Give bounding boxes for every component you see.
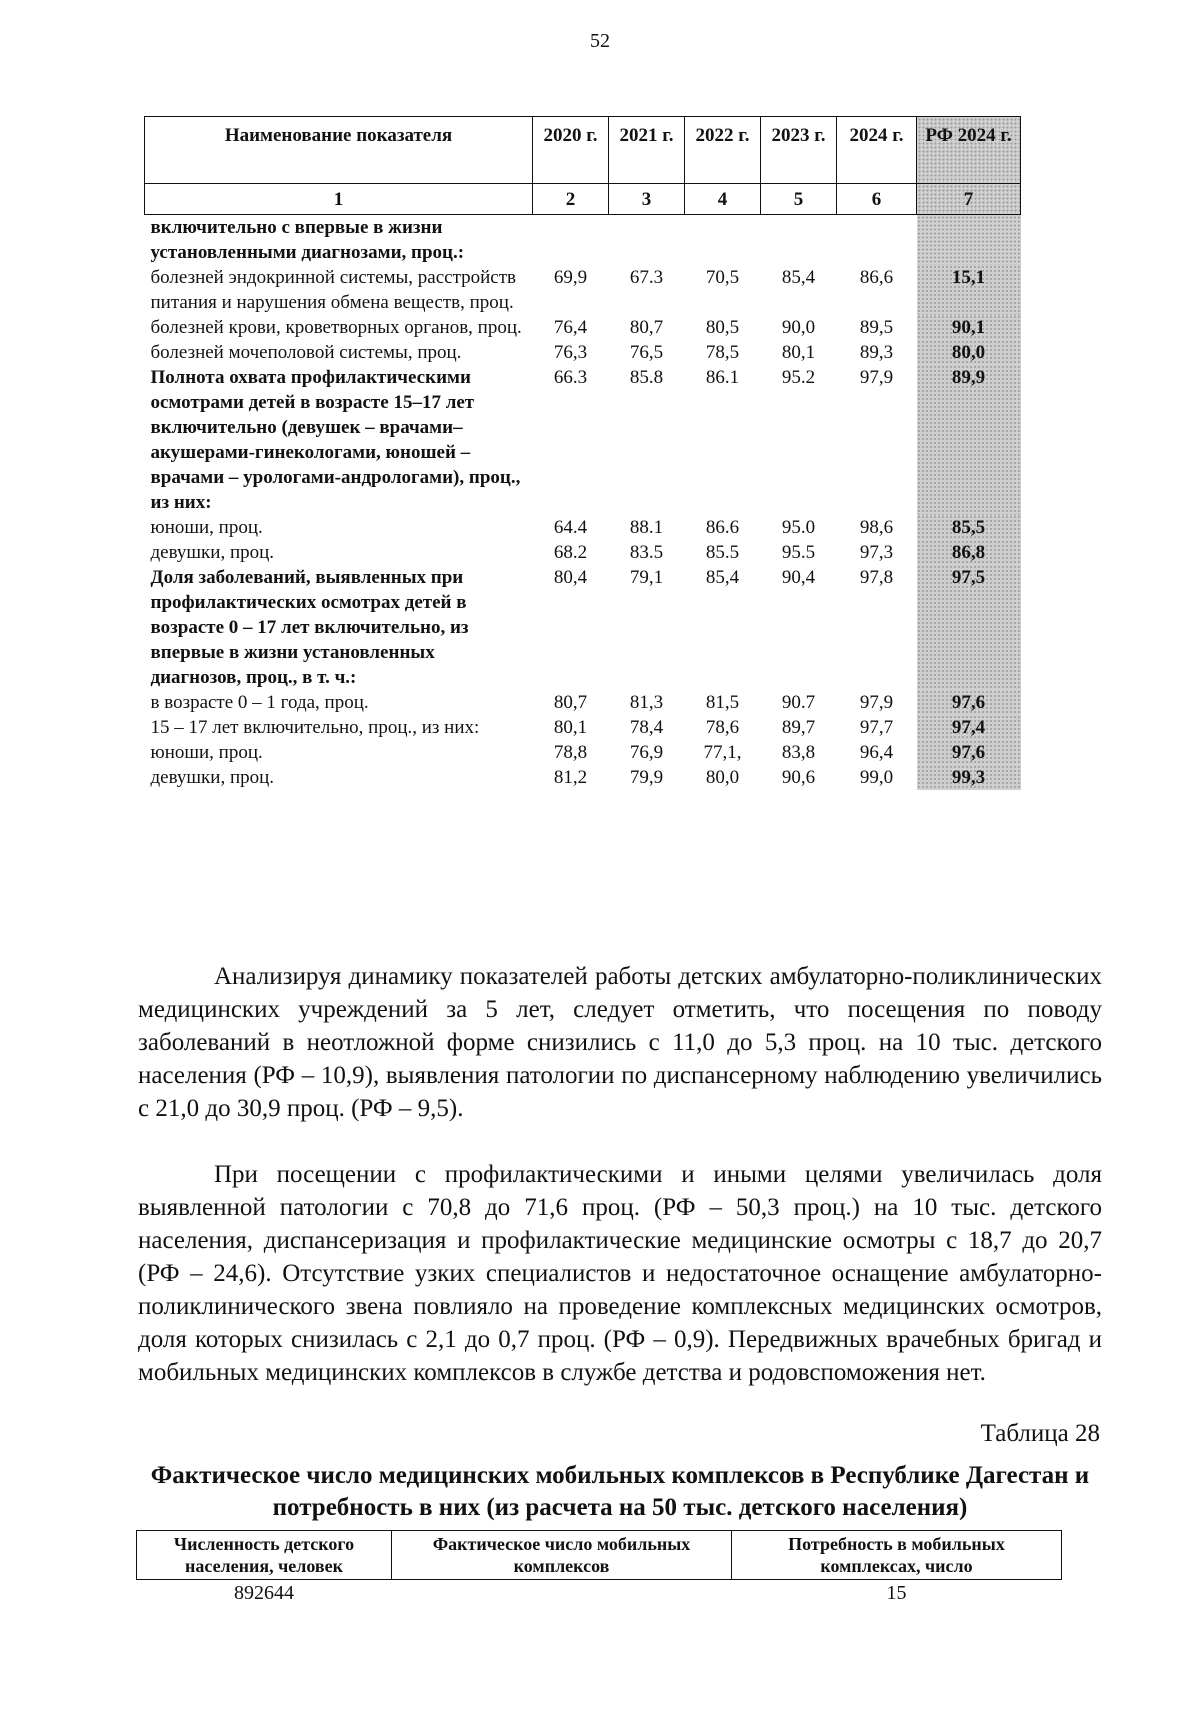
- need-complexes-value: 15: [886, 1582, 907, 1604]
- year-value: 76,5: [629, 342, 664, 363]
- table-header-row: [145, 117, 1021, 184]
- header-2023: 2023 г.: [761, 117, 837, 184]
- table-row: [145, 315, 1021, 340]
- indicator-name: юноши, проц.: [150, 742, 263, 763]
- year-value: 97,3: [859, 542, 894, 563]
- year-value: 97,7: [859, 717, 894, 738]
- year-value: 80,5: [705, 317, 740, 338]
- year-value: 86.6: [705, 517, 740, 538]
- col-number: 7: [917, 184, 1021, 215]
- col-number: 5: [761, 184, 837, 215]
- rf-value: 15,1: [917, 265, 1021, 315]
- table-row: [145, 265, 1021, 315]
- col-number: 1: [145, 184, 533, 215]
- analysis-paragraph-2: [138, 1158, 1102, 1389]
- year-value: 85,4: [705, 567, 740, 588]
- col-number: 4: [685, 184, 761, 215]
- actual-complexes-value: [392, 1580, 732, 1606]
- table-row: [145, 740, 1021, 765]
- year-value: 77,1,: [703, 742, 742, 763]
- table-row: [145, 340, 1021, 365]
- year-value: 99,0: [859, 767, 894, 788]
- year-value: 76,9: [629, 742, 664, 763]
- table-header-row: [137, 1531, 1062, 1580]
- year-value: 88.1: [629, 517, 664, 538]
- table-row: [145, 540, 1021, 565]
- table-row: [145, 215, 1021, 266]
- year-value: 95.2: [781, 367, 816, 388]
- rf-value: 86,8: [917, 540, 1021, 565]
- table-row: [145, 515, 1021, 540]
- rf-value: 97,4: [917, 715, 1021, 740]
- year-value: 80,7: [553, 692, 588, 713]
- year-value: [609, 215, 685, 266]
- indicator-name: болезней эндокринной системы, расстройств питания и нарушения обмена веществ, проц.: [150, 267, 516, 313]
- year-value: 95.0: [781, 517, 816, 538]
- col-number: 2: [533, 184, 609, 215]
- year-value: 80,7: [629, 317, 664, 338]
- table-row: [145, 715, 1021, 740]
- header-2024: 2024 г.: [837, 117, 917, 184]
- mobile-complexes-table: [136, 1530, 1062, 1605]
- year-value: 78,4: [629, 717, 664, 738]
- year-value: 97,9: [859, 692, 894, 713]
- indicators-table: [144, 116, 1021, 790]
- header-2020: 2020 г.: [533, 117, 609, 184]
- column-number-row: [145, 184, 1021, 215]
- year-value: 76,4: [553, 317, 588, 338]
- paragraph-text: При посещении с профилактическими и иными целями увеличилась доля выявленной патологии с 70,8 до 71,6 проц. (РФ – 50,3 проц.) на 10 тыс. детского населения, диспансеризация и профилактические медицинские осмотры с 18,7 до 20,7 (РФ – 24,6). Отсутствие узких специалистов и недостаточное оснащение амбулаторно-поликлинического звена повлияло на проведение комплексных медицинских осмотров, доля которых снизилась с 2,1 до 0,7 проц. (РФ – 0,9). Передвижных врачебных бригад и мобильных медицинских комплексов в службе детства и родовспоможения нет.: [138, 1161, 1102, 1386]
- paragraph-text: Анализируя динамику показателей работы детских амбулаторно-поликлинических медицинских учреждений за 5 лет, следует отметить, что посещения по поводу заболеваний в неотложной форме снизились с 11,0 до 5,3 проц. на 10 тыс. детского населения (РФ – 10,9), выявления патологии по диспансерному наблюдению увеличились с 21,0 до 30,9 проц. (РФ – 9,5).: [138, 963, 1102, 1122]
- year-value: 85,4: [781, 267, 816, 288]
- indicator-name: Полнота охвата профилактическими осмотрами детей в возрасте 15–17 лет включительно (девушек – врачами–акушерами-гинекологами, юношей – врачами – урологами-андрологами), проц., из них:: [150, 367, 521, 513]
- indicator-name: болезней мочеполовой системы, проц.: [150, 342, 462, 363]
- year-value: 64.4: [553, 517, 588, 538]
- year-value: 80,1: [781, 342, 816, 363]
- year-value: 97,8: [859, 567, 894, 588]
- year-value: 98,6: [859, 517, 894, 538]
- rf-value: 90,1: [917, 315, 1021, 340]
- year-value: 95.5: [781, 542, 816, 563]
- year-value: 90,4: [781, 567, 816, 588]
- year-value: 80,0: [705, 767, 740, 788]
- header-child-population: Численность детского населения, человек: [137, 1531, 392, 1580]
- year-value: [761, 215, 837, 266]
- header-2021: 2021 г.: [609, 117, 685, 184]
- indicator-name: девушки, проц.: [150, 542, 275, 563]
- header-actual-complexes: Фактическое число мобильных комплексов: [392, 1531, 732, 1580]
- year-value: 78,6: [705, 717, 740, 738]
- header-2022: 2022 г.: [685, 117, 761, 184]
- year-value: 90,0: [781, 317, 816, 338]
- rf-value: 99,3: [917, 765, 1021, 790]
- year-value: 89,5: [859, 317, 894, 338]
- year-value: 89,7: [781, 717, 816, 738]
- year-value: 85.5: [705, 542, 740, 563]
- indicator-name: Доля заболеваний, выявленных при профилактических осмотрах детей в возрасте 0 – 17 лет включительно, из впервые в жизни установленных диагнозов, проц., в т. ч.:: [150, 567, 469, 688]
- year-value: 70,5: [705, 267, 740, 288]
- year-value: 85.8: [629, 367, 664, 388]
- indicator-name: девушки, проц.: [150, 767, 275, 788]
- table-row: [137, 1580, 1062, 1606]
- table-28-title: Фактическое число медицинских мобильных комплексов в Республике Дагестан и потребность в них (из расчета на 50 тыс. детского населения): [150, 1462, 1090, 1521]
- year-value: 78,5: [705, 342, 740, 363]
- year-value: 81,2: [553, 767, 588, 788]
- table-row: [145, 690, 1021, 715]
- indicator-name: 15 – 17 лет включительно, проц., из них:: [150, 717, 480, 738]
- year-value: 76,3: [553, 342, 588, 363]
- rf-value: 85,5: [917, 515, 1021, 540]
- table-row: [145, 365, 1021, 515]
- year-value: 96,4: [859, 742, 894, 763]
- indicator-name: болезней крови, кроветворных органов, проц.: [150, 317, 522, 338]
- year-value: 80,1: [553, 717, 588, 738]
- year-value: [533, 215, 609, 266]
- rf-value: 97,6: [917, 740, 1021, 765]
- year-value: 97,9: [859, 367, 894, 388]
- year-value: 81,5: [705, 692, 740, 713]
- year-value: 66.3: [553, 367, 588, 388]
- year-value: 86.1: [705, 367, 740, 388]
- year-value: 86,6: [859, 267, 894, 288]
- year-value: 90.7: [781, 692, 816, 713]
- rf-value: 80,0: [917, 340, 1021, 365]
- year-value: 90,6: [781, 767, 816, 788]
- col-number: 6: [837, 184, 917, 215]
- year-value: [685, 215, 761, 266]
- rf-value: 89,9: [917, 365, 1021, 515]
- year-value: 79,9: [629, 767, 664, 788]
- year-value: 83.5: [629, 542, 664, 563]
- year-value: 69,9: [553, 267, 588, 288]
- page-number: 52: [590, 30, 610, 52]
- child-population-value: 892644: [234, 1582, 294, 1604]
- indicator-name: в возрасте 0 – 1 года, проц.: [150, 692, 369, 713]
- header-indicator-name: Наименование показателя: [145, 117, 533, 184]
- year-value: 79,1: [629, 567, 664, 588]
- year-value: 83,8: [781, 742, 816, 763]
- rf-value: 97,5: [917, 565, 1021, 690]
- year-value: [837, 215, 917, 266]
- col-number: 3: [609, 184, 685, 215]
- year-value: 81,3: [629, 692, 664, 713]
- year-value: 89,3: [859, 342, 894, 363]
- table-row: [145, 565, 1021, 690]
- table-28-label: Таблица 28: [980, 1420, 1100, 1447]
- header-rf-2024: РФ 2024 г.: [917, 117, 1021, 184]
- header-need-complexes: Потребность в мобильных комплексах, число: [732, 1531, 1062, 1580]
- rf-value: 97,6: [917, 690, 1021, 715]
- rf-value: [917, 215, 1021, 266]
- year-value: 68.2: [553, 542, 588, 563]
- table-row: [145, 765, 1021, 790]
- year-value: 80,4: [553, 567, 588, 588]
- indicator-name: юноши, проц.: [150, 517, 263, 538]
- indicator-name: включительно с впервые в жизни установленными диагнозами, проц.:: [150, 217, 465, 263]
- year-value: 67.3: [629, 267, 664, 288]
- analysis-paragraph-1: [138, 960, 1102, 1125]
- year-value: 78,8: [553, 742, 588, 763]
